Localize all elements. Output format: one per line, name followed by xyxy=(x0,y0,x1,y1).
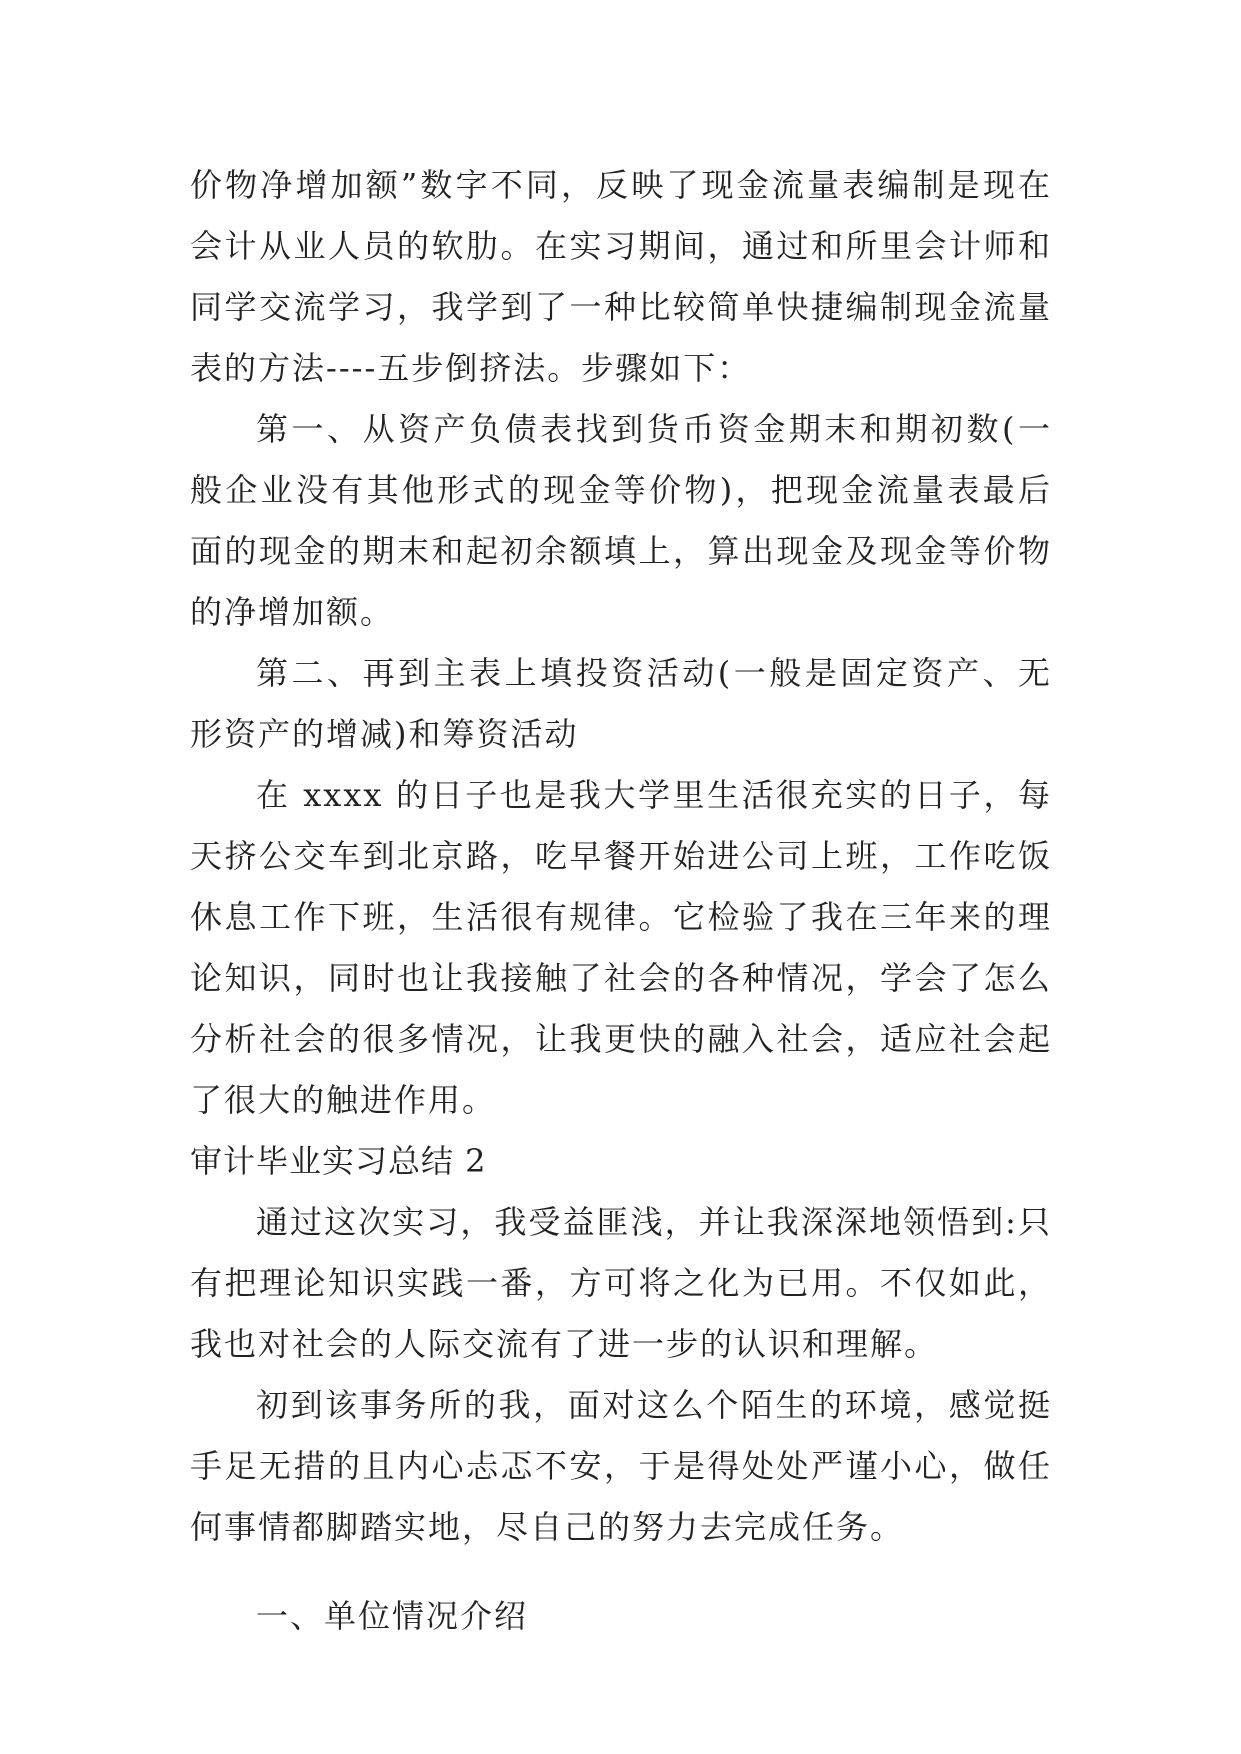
paragraph-first-arrival: 初到该事务所的我，面对这么个陌生的环境，感觉挺手足无措的且内心忐忑不安，于是得处处严谨小心，做任何事情都脚踏实地，尽自己的努力去完成任务。 xyxy=(190,1386,1052,1546)
document-body xyxy=(190,155,1052,1647)
paragraph-unit-intro: 一、单位情况介绍 xyxy=(256,1597,529,1635)
paragraph-cash-flow-intro: 价物净增加额”数字不同，反映了现金流量表编制是现在会计从业人员的软肋。在实习期间，通过和所里会计师和同学交流学习，我学到了一种比较简单快捷编制现金流量表的方法----五步倒挤法。步骤如下： xyxy=(190,166,1052,387)
section-heading: 审计毕业实习总结 2 xyxy=(190,1142,487,1180)
paragraph-internship-life: 在 xxxx 的日子也是我大学里生活很充实的日子，每天挤公交车到北京路，吃早餐开始进公司上班，工作吃饭休息工作下班，生活很有规律。它检验了我在三年来的理论知识，同时也让我接触了社会的各种情况，学会了怎么分析社会的很多情况，让我更快的融入社会，适应社会起了很大的触进作用。 xyxy=(190,776,1052,1119)
paragraph-step-one: 第一、从资产负债表找到货币资金期末和期初数(一般企业没有其他形式的现金等价物)，把现金流量表最后面的现金的期末和起初余额填上，算出现金及现金等价物的净增加额。 xyxy=(190,410,1052,631)
paragraph-benefits: 通过这次实习，我受益匪浅，并让我深深地领悟到:只有把理论知识实践一番，方可将之化为已用。不仅如此，我也对社会的人际交流有了进一步的认识和理解。 xyxy=(190,1203,1052,1363)
paragraph-step-two: 第二、再到主表上填投资活动(一般是固定资产、无形资产的增减)和筹资活动 xyxy=(190,654,1052,753)
